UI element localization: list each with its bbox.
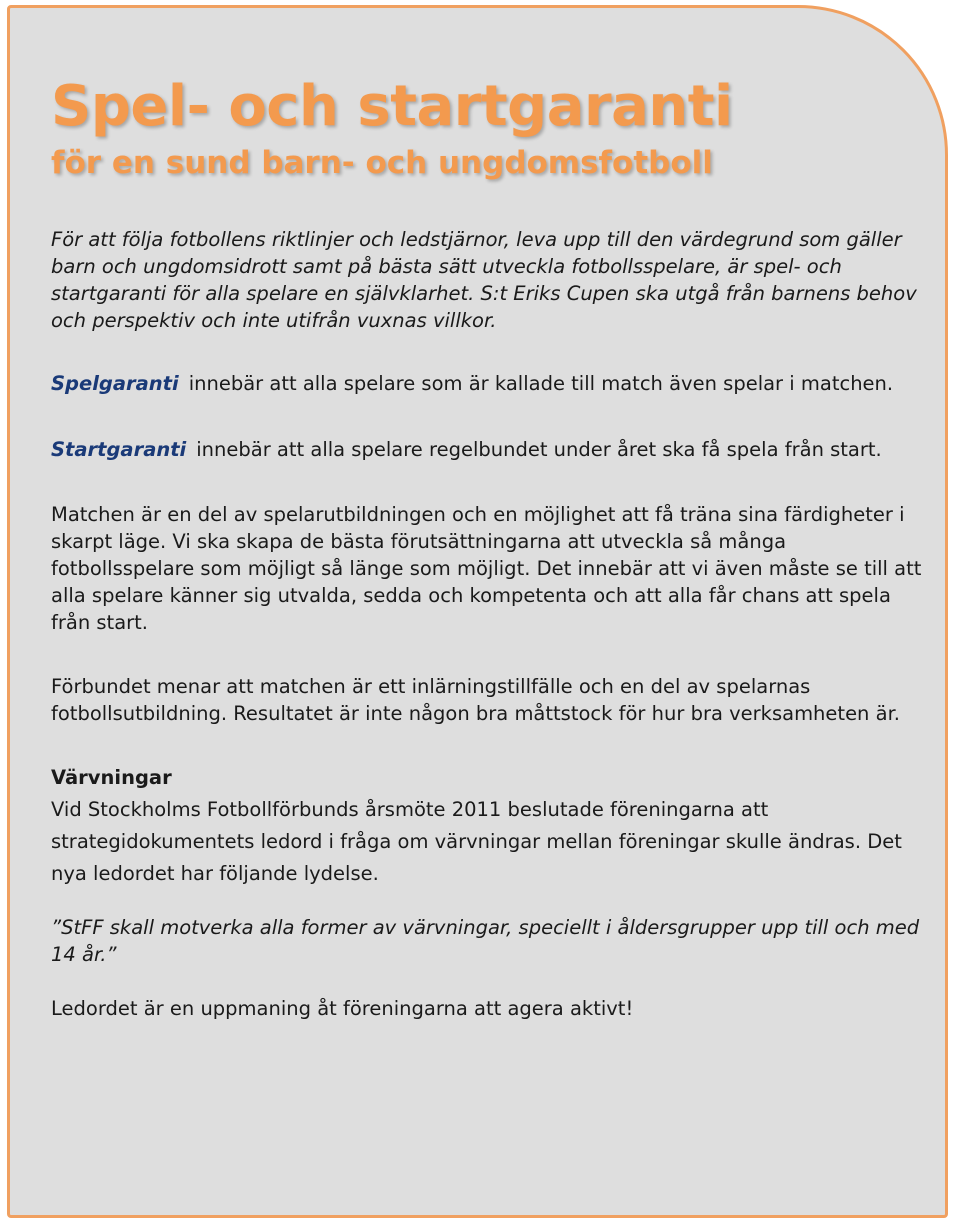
startgaranti-paragraph [51, 436, 931, 463]
page-subtitle: för en sund barn- och ungdomsfotboll [51, 145, 713, 181]
spelgaranti-paragraph [51, 370, 931, 397]
varvningar-text: Vid Stockholms Fotbollförbunds årsmöte 2011 beslutade föreningarna att strategidokumentets ledord i fråga om värvningar mellan föreningar skulle ändras. Det nya ledordet har följande lydelse. [51, 798, 902, 885]
quote-paragraph: ”StFF skall motverka alla former av värvningar, speciellt i åldersgrupper upp till och med 14 år.” [51, 916, 920, 966]
forbundet-paragraph: Förbundet menar att matchen är ett inlärningstillfälle och en del av spelarnas fotbollsutbildning. Resultatet är inte någon bra måttstock för hur bra verksamheten är. [51, 675, 900, 725]
spelgaranti-term: Spelgaranti [51, 372, 179, 395]
startgaranti-term: Startgaranti [51, 438, 187, 461]
startgaranti-text: innebär att alla spelare regelbundet under året ska få spela från start. [196, 438, 882, 461]
varvningar-heading: Värvningar [51, 766, 172, 789]
matchen-paragraph: Matchen är en del av spelarutbildningen och en möjlighet att få träna sina färdigheter i skarpt läge. Vi ska skapa de bästa förutsättningarna att utveckla så många fotbollsspelare som möjligt så länge som möjligt. Det innebär att vi även måste se till att alla spelare känner sig utvalda, sedda och kompetenta och att alla får chans att spela från start. [51, 503, 922, 634]
varvningar-section [51, 764, 931, 890]
page-title: Spel- och startgaranti [51, 74, 733, 139]
closing-paragraph: Ledordet är en uppmaning åt föreningarna att agera aktivt! [51, 997, 634, 1020]
intro-paragraph: För att följa fotbollens riktlinjer och ledstjärnor, leva upp till den värdegrund som gäller barn och ungdomsidrott samt på bästa sätt utveckla fotbollsspelare, är spel- och startgaranti för alla spelare en självklarhet. S:t Eriks Cupen ska utgå från barnens behov och perspektiv och inte utifrån vuxnas villkor. [51, 228, 917, 332]
spelgaranti-text: innebär att alla spelare som är kallade till match även spelar i matchen. [188, 372, 894, 395]
